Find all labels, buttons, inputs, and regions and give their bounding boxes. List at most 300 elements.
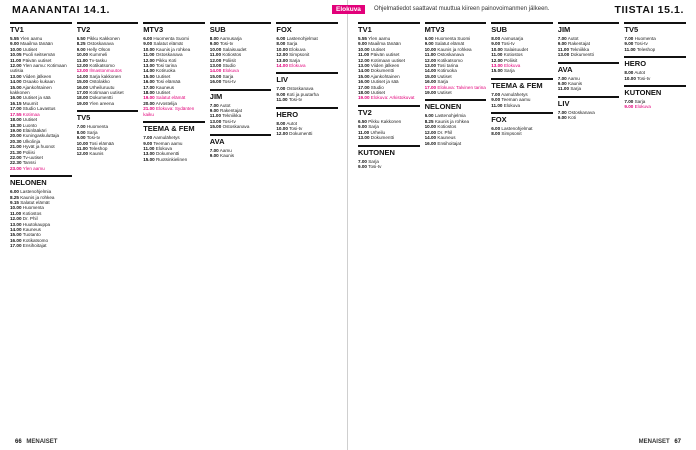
- program-title: Elokuva: [503, 102, 521, 108]
- channel-block: [425, 99, 487, 145]
- program-title: Tosi-tv: [637, 75, 651, 81]
- program-title: Kummeli: [89, 52, 108, 58]
- channel-block: [276, 107, 338, 137]
- program-time: 7.00: [209, 102, 219, 108]
- program-time: 10.00: [424, 124, 437, 130]
- program-title: Tuotanto: [22, 232, 41, 238]
- program-title: Ylen aamu: [20, 36, 43, 41]
- program-time: 15.00: [209, 124, 222, 130]
- program-title: Salatut elämät: [20, 199, 50, 205]
- program-title: Kotimaa: [22, 111, 40, 117]
- program-time: 16.00: [424, 79, 437, 85]
- program-title: Rakentajat: [568, 41, 590, 47]
- program-title: Ajankohtainen: [370, 73, 400, 79]
- program-title: Rakentajat: [220, 108, 242, 114]
- program-entry: [77, 101, 139, 106]
- program-time: 15.00: [10, 84, 22, 90]
- program-time: 17.00: [424, 84, 437, 90]
- program-title: Teleshop: [89, 145, 108, 151]
- channel-name: LIV: [276, 72, 338, 85]
- program-title: Kuningaskuluttaja: [22, 133, 60, 139]
- right-page-number: 67: [674, 439, 681, 445]
- program-time: 13.00: [209, 63, 222, 69]
- program-time: 7.00: [557, 75, 567, 81]
- program-entry: [77, 151, 139, 156]
- program-title: Ostoskanava: [155, 52, 183, 58]
- program-time: 5.55: [10, 36, 19, 41]
- program-title: Dokumentti: [89, 95, 113, 101]
- program-time: 8.00: [76, 129, 86, 135]
- listing-column: [425, 22, 487, 432]
- program-title: Aamusarja: [219, 36, 242, 41]
- program-time: 9.00: [624, 104, 634, 110]
- channel-name: SUB: [491, 22, 553, 35]
- program-title: Autot: [567, 36, 579, 41]
- program-title: Helly Olson: [86, 46, 111, 52]
- left-listing-columns: [10, 22, 338, 432]
- program-entry: [210, 79, 272, 84]
- program-time: 18.30: [10, 122, 22, 128]
- program-title: Elokuva: [155, 145, 173, 151]
- program-time: 12.00: [491, 57, 503, 63]
- program-time: 7.00: [143, 135, 153, 141]
- program-time: 13.00: [557, 52, 570, 58]
- program-time: 13.00: [10, 73, 22, 79]
- program-time: 16.15: [10, 100, 22, 106]
- channel-block: [491, 112, 553, 137]
- channel-name: KUTONEN: [358, 145, 420, 158]
- program-time: 15.00: [143, 73, 155, 79]
- program-entry: [491, 103, 553, 108]
- program-title: Huutokauppa: [22, 221, 51, 227]
- channel-name: NELONEN: [10, 175, 72, 188]
- program-time: 6.00: [143, 36, 153, 41]
- program-title: Uutiset: [155, 90, 171, 96]
- program-time: 12.00: [424, 129, 437, 135]
- program-title: Tosi-tv: [288, 97, 303, 103]
- channel-name: TV5: [77, 110, 139, 123]
- channel-name: AVA: [558, 62, 620, 75]
- program-time: 11.00: [491, 52, 503, 58]
- program-title: Tosi elämää: [155, 79, 181, 85]
- program-entry: [143, 157, 205, 162]
- program-time: 23.00: [10, 165, 22, 171]
- program-title: Tosi elämää: [89, 140, 114, 146]
- program-title: Ensihoitajat: [22, 243, 47, 249]
- program-title: Dokumentti: [155, 151, 180, 157]
- program-time: 11.00: [10, 210, 22, 216]
- program-time: 9.00: [209, 41, 219, 47]
- channel-name: JIM: [210, 89, 272, 102]
- right-day-title: TIISTAI 15.1.: [614, 4, 684, 16]
- program-title: Dr. Phil: [22, 216, 38, 222]
- program-title: Kotikatsomo: [437, 57, 463, 63]
- program-title: Kaunis: [89, 151, 104, 157]
- program-title: Päivän uutiset: [370, 52, 400, 58]
- program-title: Tosi-tv: [86, 135, 101, 141]
- program-time: 10.00: [143, 46, 155, 52]
- program-time: 21.30: [10, 149, 22, 155]
- program-title: Huomenta: [86, 124, 109, 130]
- program-time: 11.00: [358, 52, 370, 58]
- program-time: 14.00: [424, 68, 437, 74]
- channel-name: MTV3: [143, 22, 205, 35]
- program-time: 15.00: [358, 73, 370, 79]
- program-title: Pikku Kakkonen: [86, 36, 120, 41]
- program-title: Elokuva: [222, 68, 239, 74]
- program-time: 8.25: [424, 118, 434, 124]
- program-entry: [276, 63, 338, 68]
- listing-column: [10, 22, 72, 432]
- channel-block: [491, 22, 553, 74]
- program-time: 7.00: [557, 109, 567, 115]
- program-title: Pikku Koti: [155, 57, 177, 63]
- program-time: 19.00: [358, 95, 370, 101]
- program-time: 15.00: [143, 156, 155, 162]
- listing-column: [558, 22, 620, 432]
- program-title: Ylen aamu: Kotimaan uutisia: [10, 63, 67, 74]
- program-time: 8.00: [491, 36, 501, 41]
- program-title: Ostoskanava: [86, 41, 114, 47]
- channel-block: [143, 121, 205, 162]
- program-time: 18.00: [143, 90, 155, 96]
- program-title: Tekniikka: [222, 113, 242, 119]
- program-time: 16.00: [209, 79, 222, 85]
- program-time: 9.00: [557, 41, 567, 47]
- program-time: 6.50: [76, 36, 86, 41]
- listing-column: [624, 22, 686, 432]
- channel-block: [276, 22, 338, 68]
- program-title: Osaako kukaan: [22, 79, 55, 85]
- program-time: 16.00: [76, 84, 89, 90]
- channel-name: TV1: [358, 22, 420, 35]
- program-title: Arvostelija: [155, 100, 177, 106]
- program-title: Ajankohtainen kakkonen: [10, 84, 52, 96]
- program-time: 13.00: [358, 135, 370, 141]
- channel-block: [143, 22, 205, 117]
- program-time: 7.00: [624, 36, 634, 41]
- program-entry: [425, 90, 487, 95]
- channel-block: [77, 110, 139, 156]
- channel-name: SUB: [210, 22, 272, 35]
- program-title: Sarja: [86, 129, 98, 135]
- program-entry: [358, 164, 420, 169]
- program-time: 8.25: [76, 41, 86, 47]
- channel-name: TEEMA & FEM: [143, 121, 205, 134]
- program-title: Tosi-tv: [634, 41, 648, 47]
- program-title: Dokumentti: [370, 68, 395, 74]
- program-title: Huomenta: [634, 36, 656, 41]
- program-time: 11.00: [143, 52, 155, 58]
- program-title: Kotikatsomo: [22, 237, 49, 243]
- movie-badge: Elokuva: [332, 5, 365, 14]
- program-title: Hyvät ja huonot: [22, 144, 55, 150]
- program-time: 8.00: [491, 131, 501, 137]
- program-title: Ylen aamu: [22, 165, 45, 171]
- program-time: 14.00: [143, 68, 155, 74]
- program-time: 20.00: [10, 133, 22, 139]
- program-time: 20.00: [143, 100, 155, 106]
- program-title: Urheiluruutu: [89, 84, 115, 90]
- program-time: 10.00: [491, 46, 503, 52]
- program-title: Salatut elämät: [434, 41, 465, 47]
- program-time: 10.00: [358, 46, 370, 52]
- program-title: Autot: [634, 70, 646, 76]
- channel-name: FOX: [276, 22, 338, 35]
- program-title: Aamulähetys: [153, 135, 180, 141]
- program-entry: [491, 68, 553, 73]
- program-time: 15.00: [10, 232, 22, 238]
- program-title: Eläinlääkäri: [22, 127, 47, 133]
- program-time: 7.00: [491, 91, 501, 97]
- program-time: 19.00: [424, 90, 437, 96]
- program-time: 12.00: [276, 52, 288, 58]
- program-time: 8.00: [276, 120, 286, 126]
- program-entry: [491, 131, 553, 136]
- program-title: Päivän uutiset: [22, 57, 52, 63]
- channel-block: [558, 62, 620, 92]
- channel-name: TV2: [358, 105, 420, 118]
- program-entry: [210, 124, 272, 129]
- program-title: Sarja kakkonen: [89, 73, 122, 79]
- program-time: 6.00: [491, 126, 501, 132]
- channel-block: [624, 22, 686, 52]
- program-entry: [10, 243, 72, 248]
- program-time: 15.00: [491, 68, 503, 74]
- program-title: Uutiset ja sää: [22, 95, 51, 101]
- header-disclaimer: Ohjelmatiedot saattavat muuttua kiireen painovoimanmen jälkeen.: [374, 6, 550, 12]
- listing-column: [276, 22, 338, 432]
- channel-block: [624, 56, 686, 81]
- program-title: Tosi-tv: [219, 41, 234, 47]
- program-title: Kaunis ja rohkea: [20, 194, 55, 200]
- program-entry: [624, 47, 686, 52]
- program-title: Lastenohjelmat: [501, 126, 533, 132]
- program-title: Ulkolinja: [22, 138, 41, 144]
- program-time: 11.00: [10, 57, 22, 63]
- channel-block: [210, 89, 272, 130]
- program-time: 9.00: [358, 124, 367, 130]
- program-time: 11.00: [76, 57, 88, 63]
- program-time: 12.00: [10, 216, 22, 222]
- program-time: 9.00: [358, 41, 367, 47]
- program-time: 9.00: [209, 153, 219, 159]
- program-time: 15.00: [76, 79, 89, 85]
- program-title: Luonto: [22, 122, 37, 128]
- program-title: Studio: [370, 84, 384, 90]
- program-entry: [558, 115, 620, 120]
- program-title: Studio Lavastus: [22, 106, 56, 112]
- program-title: Tosi-tv: [501, 41, 515, 47]
- program-time: 9.00: [10, 41, 19, 47]
- program-title: Sarja: [222, 73, 234, 79]
- program-time: 13.00: [491, 63, 503, 69]
- channel-block: [558, 22, 620, 58]
- program-title: Dokumentti: [370, 135, 395, 141]
- program-entry: [10, 85, 72, 96]
- program-time: 17.00: [76, 90, 89, 96]
- program-title: Simpsonit: [289, 52, 310, 58]
- program-title: Urheilu: [370, 129, 386, 135]
- channel-name: FOX: [491, 112, 553, 125]
- channel-block: [10, 175, 72, 248]
- program-title: Salaisuudet: [503, 46, 528, 52]
- channel-block: [425, 22, 487, 95]
- channel-name: AVA: [210, 134, 272, 147]
- channel-name: HERO: [624, 56, 686, 69]
- program-time: 7.00: [209, 147, 219, 153]
- program-time: 12.00: [76, 63, 89, 69]
- program-title: Huomenta Suomi: [434, 36, 471, 41]
- program-title: Uutiset: [22, 46, 38, 52]
- program-title: Ostoskanava: [437, 52, 464, 58]
- program-time: 18.00: [76, 95, 89, 101]
- program-entry: [276, 131, 338, 136]
- program-time: 11.00: [491, 102, 503, 108]
- program-title: Aamusarja: [501, 36, 524, 41]
- program-time: 9.00: [557, 81, 567, 87]
- program-time: 10.00: [209, 46, 222, 52]
- program-title: Huomenta Suomi: [153, 36, 189, 41]
- program-title: Ilmastonmuutos: [89, 68, 122, 74]
- program-time: 9.15: [10, 199, 19, 205]
- program-title: Ruotsinkielinen: [155, 156, 188, 162]
- program-title: Sarja: [503, 68, 515, 74]
- program-title: Elokuva: [289, 46, 306, 52]
- program-title: Dr. Phil: [437, 129, 453, 135]
- listing-column: [491, 22, 553, 432]
- program-title: Tosi-tv: [222, 79, 236, 85]
- program-title: Elokuva: [503, 63, 521, 69]
- program-time: 12.00: [76, 151, 89, 157]
- program-entry: [624, 76, 686, 81]
- program-entry: [10, 63, 72, 74]
- program-title: Tosi-tv: [289, 126, 303, 132]
- program-time: 9.00: [491, 41, 501, 47]
- program-title: Uutiset: [22, 117, 38, 123]
- program-time: 13.00: [276, 57, 288, 63]
- program-title: Ostolakko: [89, 79, 110, 85]
- program-title: Tosi-tv: [368, 163, 382, 169]
- program-title: Kauneus: [22, 227, 41, 232]
- listing-column: [77, 22, 139, 432]
- program-entry: [624, 104, 686, 109]
- program-title: Koti: [568, 115, 576, 121]
- program-time: 15.00: [424, 73, 437, 79]
- program-title: Uutiset: [437, 73, 452, 79]
- program-title: Ensihoitajat: [437, 140, 462, 146]
- program-time: 21.00: [10, 144, 22, 150]
- program-title: Salaisuudet: [222, 46, 247, 52]
- program-title: Viiden jälkeen: [22, 73, 52, 79]
- program-title: Kotikatsomo: [89, 63, 115, 69]
- program-title: Tosi tarina: [437, 63, 459, 69]
- program-time: 8.00: [276, 41, 286, 47]
- program-title: Simpsonit: [501, 131, 522, 137]
- program-time: 15.00: [209, 73, 222, 79]
- program-time: 6.00: [10, 189, 19, 195]
- program-title: Ylen areena: [89, 100, 115, 106]
- program-title: Kotiostos: [22, 210, 42, 216]
- program-time: 12.00: [276, 131, 288, 137]
- program-time: 12.00: [209, 57, 222, 63]
- listing-column: [358, 22, 420, 432]
- program-time: 8.00: [624, 70, 634, 76]
- program-time: 16.00: [10, 237, 22, 243]
- program-title: Teleshop: [636, 46, 656, 52]
- right-footer: [639, 439, 684, 445]
- program-entry: [276, 97, 338, 102]
- program-title: Kotiostos: [437, 124, 457, 130]
- program-time: 12.00: [358, 57, 370, 63]
- program-title: Salatut elämät: [155, 95, 186, 101]
- right-page: [348, 0, 696, 450]
- program-time: 6.50: [358, 118, 367, 124]
- program-title: Teeman aamu: [153, 140, 183, 146]
- program-time: 10.00: [76, 140, 89, 146]
- program-time: 17.00: [10, 243, 22, 249]
- program-title: Kotiruoka: [437, 68, 457, 74]
- program-time: 21.00: [143, 106, 155, 112]
- program-time: 11.00: [358, 129, 370, 135]
- program-title: Teeman aamu: [501, 97, 531, 103]
- program-time: 9.00: [358, 163, 367, 169]
- program-time: 9.00: [76, 135, 86, 141]
- program-time: 14.00: [76, 73, 89, 79]
- program-title: Elokuva: Talvinen tarina: [437, 84, 486, 90]
- program-title: Autot: [286, 120, 298, 126]
- channel-name: LIV: [558, 96, 620, 109]
- right-magazine-name: MENAISET: [638, 439, 670, 445]
- program-title: Kotiostos: [222, 52, 242, 58]
- program-time: 13.00: [358, 63, 370, 69]
- program-title: Dokumentti: [570, 52, 594, 58]
- program-title: Tekniikka: [570, 46, 590, 52]
- program-time: 9.00: [557, 115, 567, 121]
- program-time: 13.00: [76, 68, 89, 74]
- program-title: Sarja: [437, 79, 449, 85]
- program-title: Sarja: [634, 99, 646, 105]
- program-title: Lastenohjelmia: [20, 189, 52, 195]
- program-time: 8.25: [10, 194, 19, 200]
- program-title: Uutiset ja sää: [370, 79, 399, 85]
- program-time: 16.00: [10, 95, 22, 101]
- program-title: Maailma tänään: [20, 41, 53, 47]
- listing-column: [143, 22, 205, 432]
- program-entry: [425, 141, 487, 146]
- program-time: 19.00: [76, 100, 89, 106]
- left-page-number: 66: [15, 439, 22, 445]
- program-time: 22.00: [10, 154, 22, 160]
- program-time: 18.00: [358, 90, 370, 96]
- program-time: 14.00: [10, 227, 22, 232]
- program-entry: [358, 95, 420, 100]
- program-time: 16.00: [358, 79, 370, 85]
- program-time: 6.00: [424, 113, 434, 119]
- program-time: 11.00: [209, 52, 222, 58]
- program-title: Ylen aamu: [368, 36, 391, 41]
- program-time: 9.00: [143, 140, 153, 146]
- program-title: Uutiset: [370, 90, 386, 96]
- program-title: Sarja: [570, 86, 582, 92]
- program-time: 17.00: [10, 106, 22, 112]
- program-title: Pikku Kakkonen: [368, 118, 402, 124]
- program-title: Ostoskanava: [568, 109, 595, 115]
- program-title: Elokuva: Arkistokuvat: [370, 95, 415, 101]
- program-time: 9.00: [143, 41, 153, 47]
- channel-block: [358, 105, 420, 141]
- program-time: 10.00: [10, 205, 22, 211]
